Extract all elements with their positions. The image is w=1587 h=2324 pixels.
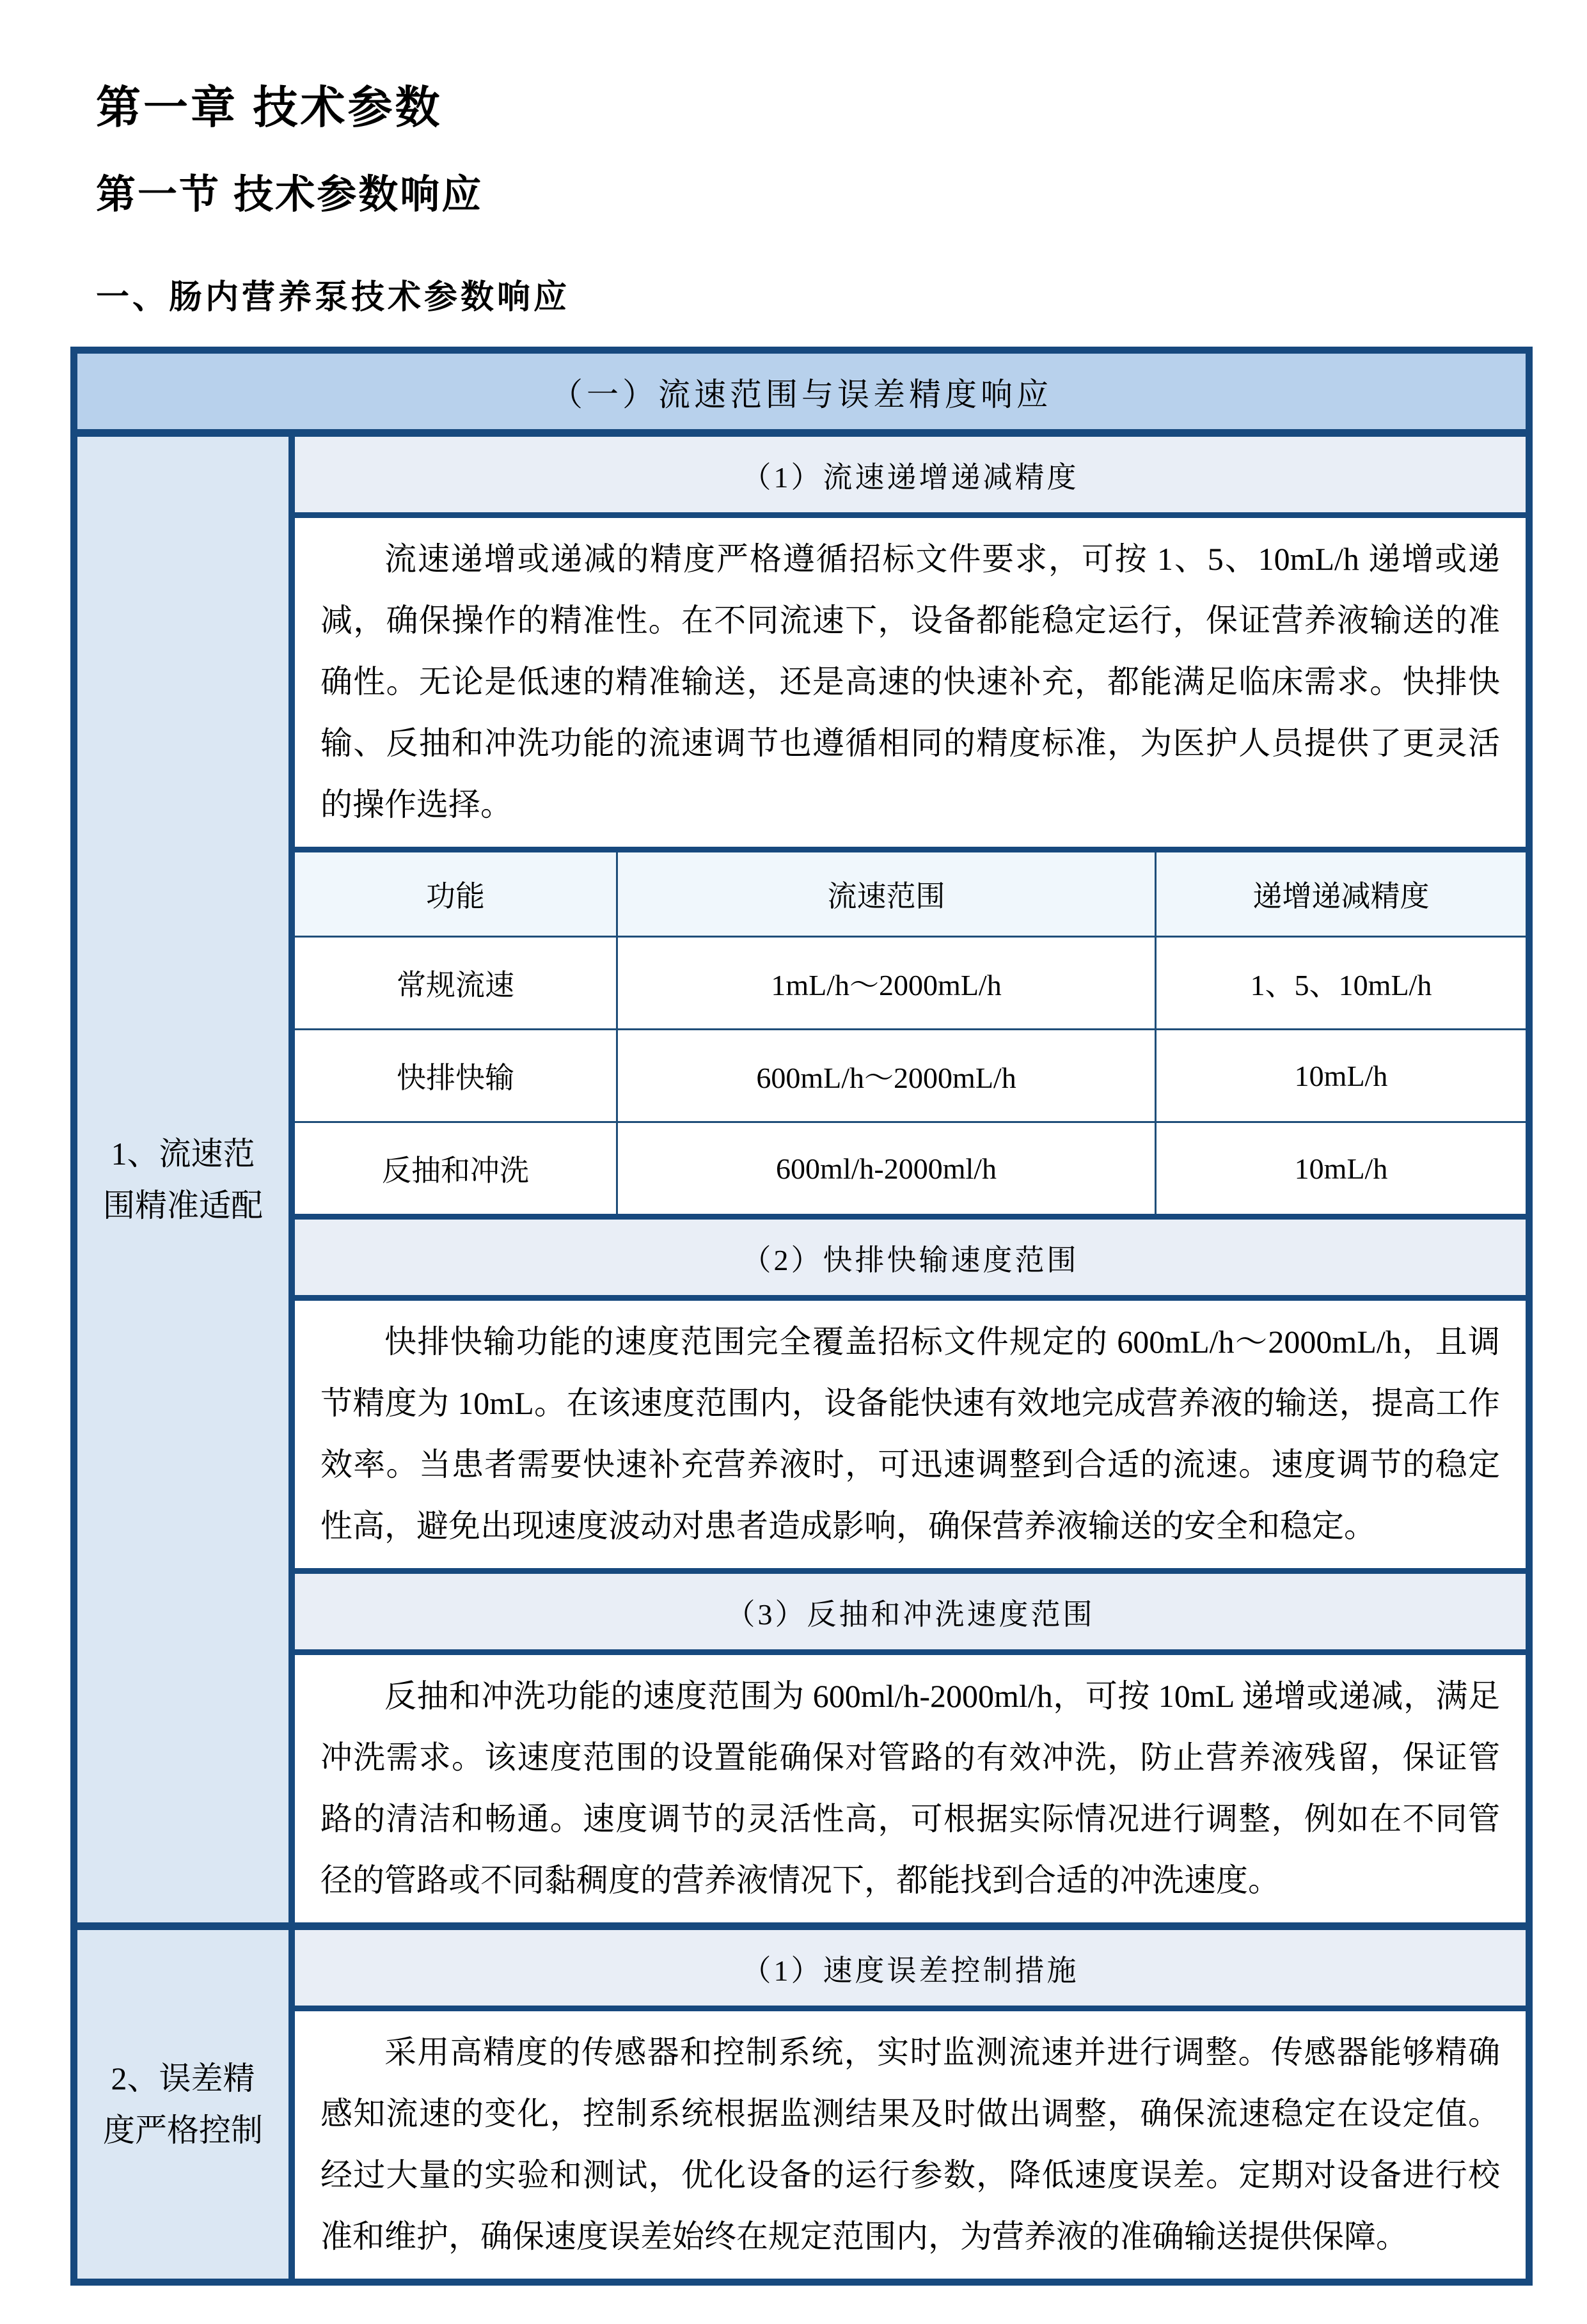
row-content-error-precision (295, 1930, 1526, 2279)
spec-header-precision: 递增递减精度 (1156, 852, 1526, 937)
spec-header-range: 流速范围 (617, 852, 1156, 937)
spec-row-bolus (295, 1030, 1526, 1122)
subheader-increment-precision: （1）流速递增递减精度 (295, 437, 1526, 518)
row-label-flow-range: 1、流速范围精准适配 (77, 437, 295, 1922)
spec-cell: 1、5、10mL/h (1156, 937, 1526, 1030)
row-content-flow-range (295, 437, 1526, 1922)
spec-table (295, 852, 1526, 1214)
table-row-error-precision (77, 1922, 1526, 2279)
paragraph-flush-range: 反抽和冲洗功能的速度范围为 600ml/h-2000ml/h，可按 10mL 递增或递减，满足冲洗需求。该速度范围的设置能确保对管路的有效冲洗，防止营养液残留，保证管路的清洁和畅通。速度调节的灵活性高，可根据实际情况进行调整，例如在不同管径的管路或不同黏稠度的营养液情况下，都能找到合适的冲洗速度。 (295, 1655, 1526, 1922)
paragraph-error-control: 采用高精度的传感器和控制系统，实时监测流速并进行调整。传感器能够精确感知流速的变化，控制系统根据监测结果及时做出调整，确保流速稳定在设定值。经过大量的实验和测试，优化设备的运行参数，降低速度误差。定期对设备进行校准和维护，确保速度误差始终在规定范围内，为营养液的准确输送提供保障。 (295, 2011, 1526, 2279)
paragraph-bolus-range: 快排快输功能的速度范围完全覆盖招标文件规定的 600mL/h～2000mL/h，且调节精度为 10mL。在该速度范围内，设备能快速有效地完成营养液的输送，提高工作效率。当患者需要快速补充营养液时，可迅速调整到合适的流速。速度调节的稳定性高，避免出现速度波动对患者造成影响，确保营养液输送的安全和稳定。 (295, 1301, 1526, 1574)
row-label-error-precision: 2、误差精度严格控制 (77, 1930, 295, 2279)
table-row-flow-range (77, 437, 1526, 1922)
spec-header-row (295, 852, 1526, 937)
paragraph-increment-precision: 流速递增或递减的精度严格遵循招标文件要求，可按 1、5、10mL/h 递增或递减，确保操作的精准性。在不同流速下，设备都能稳定运行，保证营养液输送的准确性。无论是低速的精准输送，还是高速的快速补充，都能满足临床需求。快排快输、反抽和冲洗功能的流速调节也遵循相同的精度标准，为医护人员提供了更灵活的操作选择。 (295, 518, 1526, 852)
chapter-title: 第一章 技术参数 (96, 82, 443, 132)
subheader-bolus-range: （2）快排快输速度范围 (295, 1220, 1526, 1301)
spec-cell: 10mL/h (1156, 1122, 1526, 1214)
response-table (70, 347, 1533, 2286)
spec-table-wrap (295, 852, 1526, 1220)
spec-cell: 600mL/h～2000mL/h (617, 1030, 1156, 1122)
spec-cell: 600ml/h-2000ml/h (617, 1122, 1156, 1214)
section-title: 第一节 技术参数响应 (96, 172, 484, 217)
subheader-error-control: （1）速度误差控制措施 (295, 1930, 1526, 2011)
spec-cell: 1mL/h～2000mL/h (617, 937, 1156, 1030)
spec-cell: 反抽和冲洗 (295, 1122, 617, 1214)
heading-block (0, 82, 1587, 317)
subsection-title: 一、肠内营养泵技术参数响应 (96, 278, 571, 316)
spec-cell: 常规流速 (295, 937, 617, 1030)
spec-row-flush (295, 1122, 1526, 1214)
spec-header-function: 功能 (295, 852, 617, 937)
spec-cell: 10mL/h (1156, 1030, 1526, 1122)
spec-row-normal (295, 937, 1526, 1030)
spec-cell: 快排快输 (295, 1030, 617, 1122)
table-title: （一）流速范围与误差精度响应 (77, 354, 1526, 437)
subheader-flush-range: （3）反抽和冲洗速度范围 (295, 1574, 1526, 1655)
